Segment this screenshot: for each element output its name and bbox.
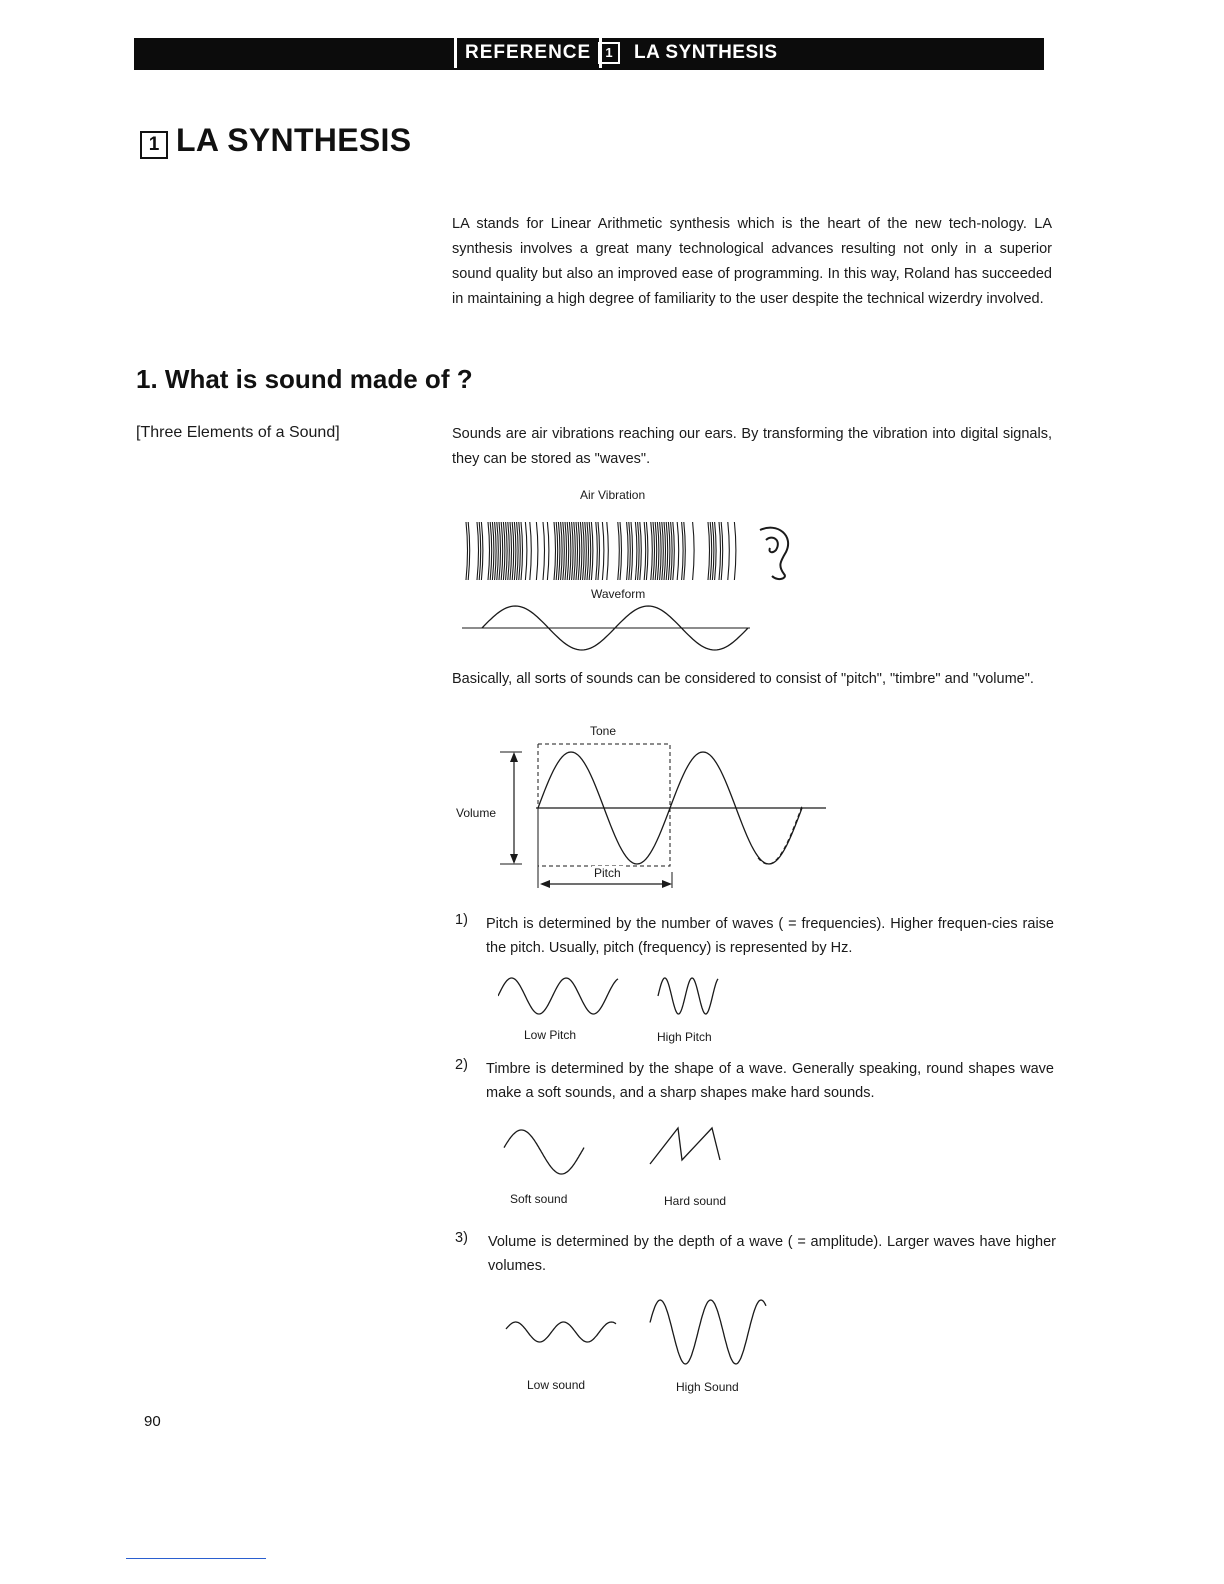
chapter-number-box: 1 (140, 131, 168, 159)
vibration-line (576, 522, 578, 580)
vibration-line (497, 522, 499, 580)
ear-icon (760, 528, 788, 579)
vibration-line (569, 522, 571, 580)
vibration-line (607, 522, 609, 580)
chapter-title: LA SYNTHESIS (176, 122, 412, 158)
vibration-line (653, 522, 655, 580)
vibration-line (468, 522, 470, 580)
vibration-line (618, 522, 620, 580)
vibration-line (481, 522, 483, 580)
vibration-line (629, 522, 631, 580)
vibration-line (734, 522, 736, 580)
vibration-line (583, 522, 585, 580)
vibration-line (682, 522, 684, 580)
vibration-line (662, 522, 664, 580)
air-vibration-label: Air Vibration (580, 488, 646, 502)
tone-label: Tone (590, 724, 617, 738)
vibration-line (521, 522, 523, 580)
item-1-number: 1) (455, 912, 468, 928)
vibration-line (712, 522, 714, 580)
vibration-line (510, 522, 512, 580)
vibration-line (693, 522, 695, 580)
low-sound-label: Low sound (527, 1378, 586, 1392)
vibration-line (660, 522, 662, 580)
high-pitch-label: High Pitch (657, 1030, 712, 1044)
vibration-line (512, 522, 514, 580)
vibration-line (657, 522, 659, 580)
vibration-line (589, 522, 591, 580)
paragraph-elements: Basically, all sorts of sounds can be considered to consist of "pitch", "timbre" and "volume". (452, 671, 1034, 687)
pitch-label: Pitch (594, 866, 621, 880)
vibration-line (673, 522, 675, 580)
vibration-line (543, 522, 545, 580)
vibration-line (554, 522, 556, 580)
vibration-line (664, 522, 666, 580)
vibration-line (479, 522, 481, 580)
vibration-line (556, 522, 558, 580)
vibration-line (547, 522, 549, 580)
item-2-number: 2) (455, 1057, 468, 1073)
vibration-line (503, 522, 505, 580)
vibration-line (530, 522, 532, 580)
intro-paragraph: LA stands for Linear Arithmetic synthesis which is the heart of the new tech-nology. LA synthesis involves a great many technological advances resulting not only in a superior sound quality but also an improved ease of programming. In this way, Roland has succeeded in maintaining a high degree of familiarity to the user despite the technical wizerdry involved. (452, 216, 1052, 307)
vibration-line (567, 522, 569, 580)
vibration-line (501, 522, 503, 580)
vibration-line (587, 522, 589, 580)
waveform-diagram (462, 600, 762, 660)
vibration-line (499, 522, 501, 580)
vibration-line (684, 522, 686, 580)
pitch-examples-diagram (498, 974, 738, 1024)
vibration-line (627, 522, 629, 580)
paragraph-air-vibration: Sounds are air vibrations reaching our ears. By transforming the vibration into digital signals, they can be stored as "waves". (452, 426, 1052, 467)
vibration-line (728, 522, 730, 580)
vibration-line (488, 522, 490, 580)
vibration-line (591, 522, 593, 580)
vibration-line (495, 522, 497, 580)
vibration-line (558, 522, 560, 580)
vibration-line (506, 522, 508, 580)
vibration-line (585, 522, 587, 580)
vibration-line (602, 522, 604, 580)
vibration-line (638, 522, 640, 580)
high-sound-label: High Sound (676, 1380, 739, 1394)
vibration-line (580, 522, 582, 580)
vibration-line (635, 522, 637, 580)
vibration-line (644, 522, 646, 580)
vibration-line (477, 522, 479, 580)
vibration-line (508, 522, 510, 580)
vibration-line (466, 522, 468, 580)
vibration-line (572, 522, 574, 580)
volume-label: Volume (456, 806, 497, 820)
footer-rule (126, 1558, 266, 1559)
vibration-line (596, 522, 598, 580)
side-label: [Three Elements of a Sound] (136, 424, 340, 441)
vibration-line (671, 522, 673, 580)
vibration-line (517, 522, 519, 580)
vibration-line (563, 522, 565, 580)
item-3-number: 3) (455, 1230, 468, 1246)
vibration-line (677, 522, 679, 580)
vibration-line (525, 522, 527, 580)
vibration-line (640, 522, 642, 580)
vibration-line (514, 522, 516, 580)
vibration-line (655, 522, 657, 580)
vibration-line (519, 522, 521, 580)
vibration-line (565, 522, 567, 580)
volume-examples-diagram (498, 1290, 778, 1370)
vibration-line (536, 522, 538, 580)
vibration-line (490, 522, 492, 580)
vibration-line (721, 522, 723, 580)
waveform-label: Waveform (591, 587, 646, 601)
timbre-examples-diagram (498, 1120, 738, 1184)
header-title: LA SYNTHESIS (634, 42, 778, 63)
vibration-line (620, 522, 622, 580)
low-pitch-label: Low Pitch (524, 1028, 577, 1042)
vibration-line (668, 522, 670, 580)
vibration-line (719, 522, 721, 580)
vibration-line (715, 522, 717, 580)
vibration-line (708, 522, 710, 580)
soft-sound-label: Soft sound (510, 1192, 568, 1206)
vibration-line (492, 522, 494, 580)
item-2-text: Timbre is determined by the shape of a wave. Generally speaking, round shapes wave make a soft sounds, and a sharp shapes make hard sounds. (486, 1061, 1054, 1101)
item-1-text: Pitch is determined by the number of waves ( = frequencies). Higher frequen-cies raise the pitch. Usually, pitch (frequency) is represented by Hz. (486, 916, 1054, 956)
item-3-text: Volume is determined by the depth of a wave ( = amplitude). Larger waves have higher volumes. (488, 1234, 1056, 1274)
vibration-line (574, 522, 576, 580)
vibration-line (578, 522, 580, 580)
header-reference-label: REFERENCE (454, 38, 602, 68)
header-section-number: 1 (598, 42, 620, 64)
air-vibration-diagram (460, 518, 800, 588)
section-title: 1. What is sound made of ? (136, 364, 473, 394)
hard-sound-label: Hard sound (664, 1194, 727, 1208)
vibration-line (651, 522, 653, 580)
vibration-line (598, 522, 600, 580)
vibration-line (666, 522, 668, 580)
page-number: 90 (144, 1413, 161, 1430)
vibration-line (646, 522, 648, 580)
vibration-line (631, 522, 633, 580)
vibration-line (710, 522, 712, 580)
tone-volume-pitch-diagram (496, 738, 836, 898)
vibration-line (561, 522, 563, 580)
